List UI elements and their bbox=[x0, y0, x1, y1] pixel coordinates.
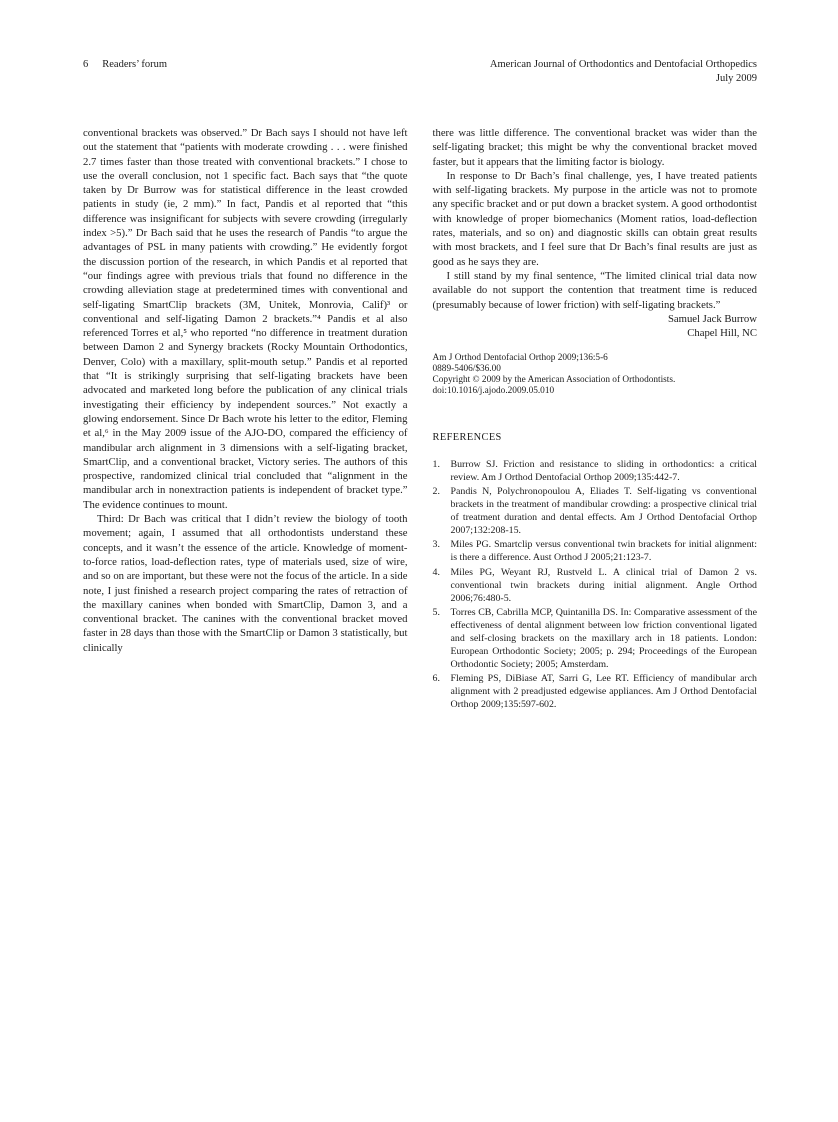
reference-item bbox=[433, 606, 758, 671]
signature-block bbox=[433, 312, 758, 341]
signature-location: Chapel Hill, NC bbox=[687, 327, 757, 340]
reference-text: Torres CB, Cabrilla MCP, Quintanilla DS. In: Comparative assessment of the effectiveness of dental alignment between low friction conventional ligated and self-closing brackets on the maxillary arch in 18 patients. London: European Orthodontic Society; 2005; p. 294; Proceedings of the European Orthodontic Society; 2005; Amsterdam. bbox=[450, 606, 757, 671]
reference-number: 5. bbox=[432, 606, 440, 618]
reference-number: 1. bbox=[432, 458, 440, 470]
body-paragraph: In response to Dr Bach’s final challenge, yes, I have treated patients with self-ligating brackets. My purpose in the article was not to promote any specific bracket and or put down a bracket system. A good orthodontist with knowledge of proper biomechanics (Moment ratios, load-deflection rates, materials, and so on) and diagnostic skills can obtain great results with most brackets, and I feel sure that Dr Bach’s final results are just as good as he says they are. bbox=[432, 169, 757, 268]
page-header bbox=[83, 58, 757, 86]
body-paragraph: I still stand by my final sentence, “The limited clinical trial data now available do not support the contention that treatment time is reduced (presumably because of lower friction) with self-ligating brackets.” bbox=[432, 269, 757, 311]
references-list bbox=[433, 458, 758, 712]
page-number: 6 bbox=[83, 59, 89, 70]
left-column bbox=[83, 126, 408, 713]
reference-item bbox=[433, 566, 758, 605]
reference-number: 4. bbox=[432, 566, 440, 578]
right-column bbox=[433, 126, 758, 713]
citation-line: Copyright © 2009 by the American Association of Orthodontists. bbox=[432, 375, 676, 386]
body-paragraph: Third: Dr Bach was critical that I didn’t review the biology of tooth movement; again, I assumed that all orthodontists understand these concepts, and it wasn’t the essence of the article. Knowledge of moment-to-force ratios, load-deflection rates, type of materials used, size of wire, and so on are important, but these were not the focus of the article. In a side note, I just finished a research project comparing the rates of retraction of the maxillary canines when bonded with SmartClip, Damon 3, and a conventional bracket. The canines with the conventional bracket moved faster in 28 days than those with the SmartClip or Damon 3 statistically, but clinically bbox=[83, 513, 408, 654]
reference-text: Miles PG, Weyant RJ, Rustveld L. A clinical trial of Damon 2 vs. conventional twin brackets during initial alignment. Angle Orthod 2006;76:480-5. bbox=[450, 566, 757, 604]
two-column-body bbox=[83, 126, 757, 713]
reference-number: 2. bbox=[432, 485, 440, 497]
citation-line: doi:10.1016/j.ajodo.2009.05.010 bbox=[432, 386, 555, 397]
reference-text: Miles PG. Smartclip versus conventional twin brackets for initial alignment: is there a difference. Aust Orthod J 2005;21:123-7. bbox=[450, 539, 757, 564]
signature-name: Samuel Jack Burrow bbox=[667, 312, 757, 325]
journal-title: American Journal of Orthodontics and Dentofacial Orthopedics bbox=[489, 59, 757, 70]
reference-item bbox=[433, 672, 758, 711]
citation-line: 0889-5406/$36.00 bbox=[432, 364, 501, 375]
reference-text: Pandis N, Polychronopoulou A, Eliades T. Self-ligating vs conventional brackets in the treatment of mandibular crowding: a prospective clinical trial of treatment duration and dental effects. Am J Orthod Dentofacial Orthop 2007;132:208-15. bbox=[450, 485, 757, 537]
body-paragraph: conventional brackets was observed.” Dr Bach says I should not have left out the statement that “patients with moderate crowding . . . were finished 2.7 times faster than those treated with conventional brackets.” I chose to use the overall conclusion, not 1 specific fact. Bach says that “the quote taken by Dr Burrow was for statistical difference in the least crowded patients in study (ie, 2 mm).” In fact, Pandis et al reported that “this difference was insignificant for subjects with severe crowding (irregularly index >5).” Dr Bach said that he uses the research of Pandis “to argue the advantages of PSL in many patients with crowding.” He evidently forgot the discussion portion of the research, in which Pandis et al reported that “our findings agree with previous trials that found no difference in the crowding alleviation stage at predetermined times with conventional and self-ligating SmartClip brackets (3M, Unitek, Monrovia, Calif)³ or conventional and self-ligating Damon 2 brackets.”⁴ Pandis et al also referenced Torres et al,⁵ who reported “no difference in treatment duration between Damon 2 and Synergy brackets (Rocky Mountain Orthodontics, Denver, Colo) with a maxillary, split-mouth setup.” Pandis et al reported that “It is strikingly surprising that self-ligating brackets have been advocated and marketed long before the publication of any clinical trials investigating their efficiency by independent sources.” Not exactly a glowing endorsement. Since Dr Bach wrote his letter to the editor, Fleming et al,⁶ in the May 2009 issue of the AJO-DO, compared the efficiency of mandibular arch alignment in 3 dimensions with a self-ligating bracket, SmartClip, and a conventional bracket, Victory series. The authors of this prospective, randomized clinical trial concluded that “alignment in the mandibular arch in nonextraction patients is independent of bracket type.” The evidence continues to mount. bbox=[83, 127, 408, 511]
reference-number: 6. bbox=[432, 673, 440, 685]
citation-block bbox=[433, 353, 758, 397]
issue-date: July 2009 bbox=[715, 73, 757, 84]
header-right bbox=[490, 58, 757, 86]
reference-item bbox=[433, 485, 758, 537]
reference-text: Burrow SJ. Friction and resistance to sliding in orthodontics: a critical review. Am J Orthod Dentofacial Orthop 2009;135:442-7. bbox=[450, 458, 757, 483]
reference-item bbox=[433, 538, 758, 564]
reference-number: 3. bbox=[432, 539, 440, 551]
reference-item bbox=[433, 458, 758, 484]
header-left bbox=[83, 58, 167, 72]
reference-text: Fleming PS, DiBiase AT, Sarri G, Lee RT. Efficiency of mandibular arch alignment with 2 preadjusted edgewise appliances. Am J Orthod Dentofacial Orthop 2009;135:597-602. bbox=[450, 673, 757, 711]
citation-line: Am J Orthod Dentofacial Orthop 2009;136:5-6 bbox=[432, 353, 608, 364]
references-heading: REFERENCES bbox=[432, 432, 502, 444]
section-title: Readers’ forum bbox=[102, 59, 168, 70]
body-paragraph: there was little difference. The conventional bracket was wider than the self-ligating bracket; this might be why the conventional bracket moved faster, but it appears that the limiting factor is biology. bbox=[432, 127, 757, 168]
